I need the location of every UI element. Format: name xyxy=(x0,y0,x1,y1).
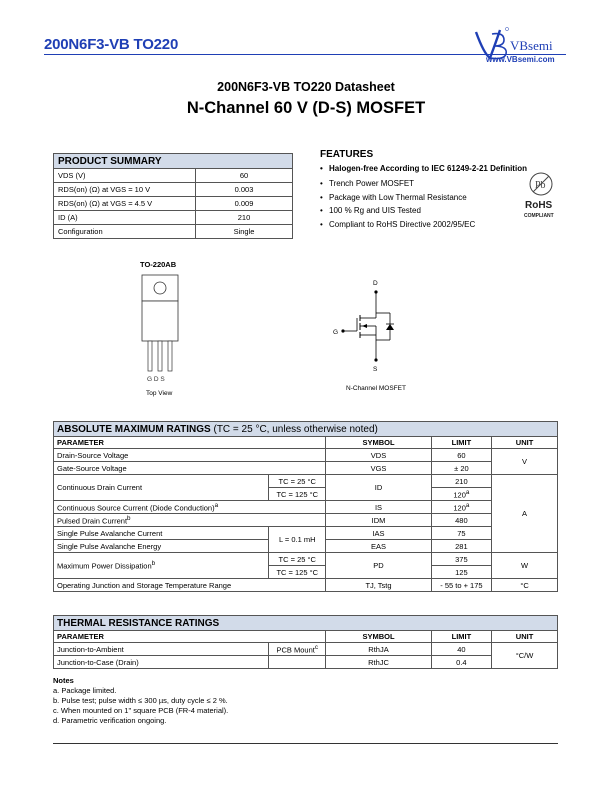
param-cell: Gate-Source Voltage xyxy=(54,462,326,475)
gate-label: G xyxy=(333,329,339,336)
table-row xyxy=(54,553,558,566)
param-cell: Single Pulse Avalanche Current xyxy=(54,527,269,540)
limit-cell: 210 xyxy=(431,475,491,488)
table-row xyxy=(54,211,293,225)
unit-cell: °C/W xyxy=(492,643,558,669)
limit-cell xyxy=(431,488,491,501)
feature-item: • Compliant to RoHS Directive 2002/95/EC xyxy=(320,218,530,232)
limit-cell: - 55 to + 175 xyxy=(431,579,491,592)
table-row xyxy=(54,475,558,488)
package-caption: Top View xyxy=(146,390,173,397)
thermal-resistance-table xyxy=(53,615,558,669)
param-cell: Single Pulse Avalanche Energy xyxy=(54,540,269,553)
unit-cell: W xyxy=(492,553,558,579)
param-text: Pulsed Drain Current xyxy=(57,516,128,526)
symbol-cell: EAS xyxy=(326,540,431,553)
rohs-compliant-icon xyxy=(520,168,562,222)
rohs-label: RoHS xyxy=(525,200,553,211)
col-header-symbol: SYMBOL xyxy=(326,437,431,449)
feature-item: • Halogen-free According to IEC 61249-2-21 Definition xyxy=(320,163,530,174)
summary-param: Configuration xyxy=(54,225,196,239)
symbol-cell: IAS xyxy=(326,527,431,540)
limit-cell: ± 20 xyxy=(431,462,491,475)
col-header-symbol: SYMBOL xyxy=(326,631,431,643)
limit-cell: 0.4 xyxy=(431,656,491,669)
abs-max-condition: (TC = 25 °C, unless otherwise noted) xyxy=(213,423,378,435)
table-row xyxy=(54,197,293,211)
feature-item: • 100 % Rg and UIS Tested xyxy=(320,204,530,218)
table-row xyxy=(54,169,293,183)
param-cell xyxy=(54,514,326,527)
col-header-parameter: PARAMETER xyxy=(54,437,326,449)
symbol-cell: IDM xyxy=(326,514,431,527)
limit-cell: 60 xyxy=(431,449,491,462)
summary-param: RDS(on) (Ω) at VGS = 4.5 V xyxy=(54,197,196,211)
symbol-cell: IS xyxy=(326,501,431,514)
summary-param: ID (A) xyxy=(54,211,196,225)
note-ref: b xyxy=(151,560,156,568)
param-text: Maximum Power Dissipation xyxy=(57,561,152,571)
table-row xyxy=(54,501,558,514)
col-header-unit: UNIT xyxy=(492,437,558,449)
col-header-unit: UNIT xyxy=(492,631,558,643)
condition-cell: TC = 25 °C xyxy=(269,553,326,566)
symbol-cell: VGS xyxy=(326,462,431,475)
feature-item: • Trench Power MOSFET xyxy=(320,177,530,191)
product-summary-table xyxy=(53,153,293,239)
document-title: 200N6F3-VB TO220 Datasheet xyxy=(217,80,395,94)
param-text: Continuous Source Current (Diode Conduction) xyxy=(57,503,215,513)
limit-cell: 40 xyxy=(431,643,491,656)
abs-max-title: ABSOLUTE MAXIMUM RATINGS xyxy=(57,423,211,435)
absolute-maximum-ratings-table xyxy=(53,421,558,592)
note-ref: a xyxy=(214,501,219,509)
product-summary-title: PRODUCT SUMMARY xyxy=(54,154,293,169)
document-subtitle: N-Channel 60 V (D-S) MOSFET xyxy=(186,99,426,117)
symbol-cell: TJ, Tstg xyxy=(326,579,431,592)
notes-title: Notes xyxy=(53,676,74,685)
footer-rule xyxy=(53,743,558,744)
features-list xyxy=(320,163,530,231)
symbol-cell: VDS xyxy=(326,449,431,462)
condition-text: PCB Mount xyxy=(276,645,315,655)
limit-cell: 125 xyxy=(431,566,491,579)
col-header-limit: LIMIT xyxy=(431,631,491,643)
note-item: a. Package limited. xyxy=(53,686,117,695)
summary-value: Single xyxy=(196,225,293,239)
notes-section xyxy=(53,676,228,726)
summary-param: VDS (V) xyxy=(54,169,196,183)
rohs-sub-label: COMPLIANT xyxy=(524,213,554,219)
col-header-limit: LIMIT xyxy=(431,437,491,449)
limit-cell: 75 xyxy=(431,527,491,540)
thermal-title: THERMAL RESISTANCE RATINGS xyxy=(54,616,558,631)
pb-label: Pb xyxy=(535,180,546,191)
summary-value: 0.009 xyxy=(196,197,293,211)
logo-brand: VBsemi xyxy=(510,38,553,53)
col-header-parameter: PARAMETER xyxy=(54,631,326,643)
condition-cell xyxy=(269,656,326,669)
summary-value: 60 xyxy=(196,169,293,183)
symbol-cell: RthJA xyxy=(326,643,431,656)
unit-cell: °C xyxy=(492,579,558,592)
website-link[interactable]: www.VBsemi.com xyxy=(486,55,555,64)
note-ref: a xyxy=(465,501,470,509)
condition-cell: TC = 25 °C xyxy=(269,475,326,488)
table-row xyxy=(54,643,558,656)
condition-cell xyxy=(269,643,326,656)
limit-cell: 375 xyxy=(431,553,491,566)
features-title: FEATURES xyxy=(320,149,374,160)
limit-cell xyxy=(431,501,491,514)
note-item: c. When mounted on 1" square PCB (FR-4 material). xyxy=(53,706,229,715)
condition-cell: TC = 125 °C xyxy=(269,488,326,501)
mosfet-caption: N-Channel MOSFET xyxy=(346,385,406,392)
symbol-cell: RthJC xyxy=(326,656,431,669)
to220-package-drawing xyxy=(130,273,190,385)
package-title: TO-220AB xyxy=(140,260,177,269)
symbol-cell: PD xyxy=(326,553,431,579)
limit-value: 120 xyxy=(453,503,466,513)
note-item: b. Pulse test; pulse width ≤ 300 µs, duty cycle ≤ 2 %. xyxy=(53,696,228,705)
condition-cell: L = 0.1 mH xyxy=(269,527,326,553)
summary-value: 210 xyxy=(196,211,293,225)
n-channel-mosfet-symbol xyxy=(330,278,410,373)
package-pin-labels: G D S xyxy=(147,376,165,383)
table-row xyxy=(54,514,558,527)
note-ref: a xyxy=(465,488,470,496)
param-cell: Junction-to-Case (Drain) xyxy=(54,656,269,669)
param-cell xyxy=(54,553,269,579)
summary-param: RDS(on) (Ω) at VGS = 10 V xyxy=(54,183,196,197)
param-cell: Drain-Source Voltage xyxy=(54,449,326,462)
param-cell xyxy=(54,501,326,514)
note-item: d. Parametric verification ongoing. xyxy=(53,716,167,725)
param-cell: Operating Junction and Storage Temperature Range xyxy=(54,579,326,592)
limit-cell: 480 xyxy=(431,514,491,527)
table-row xyxy=(54,527,558,540)
summary-value: 0.003 xyxy=(196,183,293,197)
table-row xyxy=(54,225,293,239)
source-label: S xyxy=(373,366,378,373)
drain-label: D xyxy=(373,280,378,287)
param-cell: Junction-to-Ambient xyxy=(54,643,269,656)
table-row xyxy=(54,656,558,669)
limit-value: 120 xyxy=(453,490,466,500)
param-cell: Continuous Drain Current xyxy=(54,475,269,501)
unit-cell: A xyxy=(492,475,558,553)
note-ref: b xyxy=(127,514,131,522)
condition-cell: TC = 125 °C xyxy=(269,566,326,579)
limit-cell: 281 xyxy=(431,540,491,553)
table-row xyxy=(54,462,558,475)
unit-cell: V xyxy=(492,449,558,475)
symbol-cell: ID xyxy=(326,475,431,501)
header-part-number: 200N6F3-VB TO220 xyxy=(44,36,179,53)
table-row xyxy=(54,449,558,462)
feature-item: • Package with Low Thermal Resistance xyxy=(320,191,530,205)
table-row xyxy=(54,183,293,197)
table-row xyxy=(54,579,558,592)
note-ref: c xyxy=(314,643,318,651)
